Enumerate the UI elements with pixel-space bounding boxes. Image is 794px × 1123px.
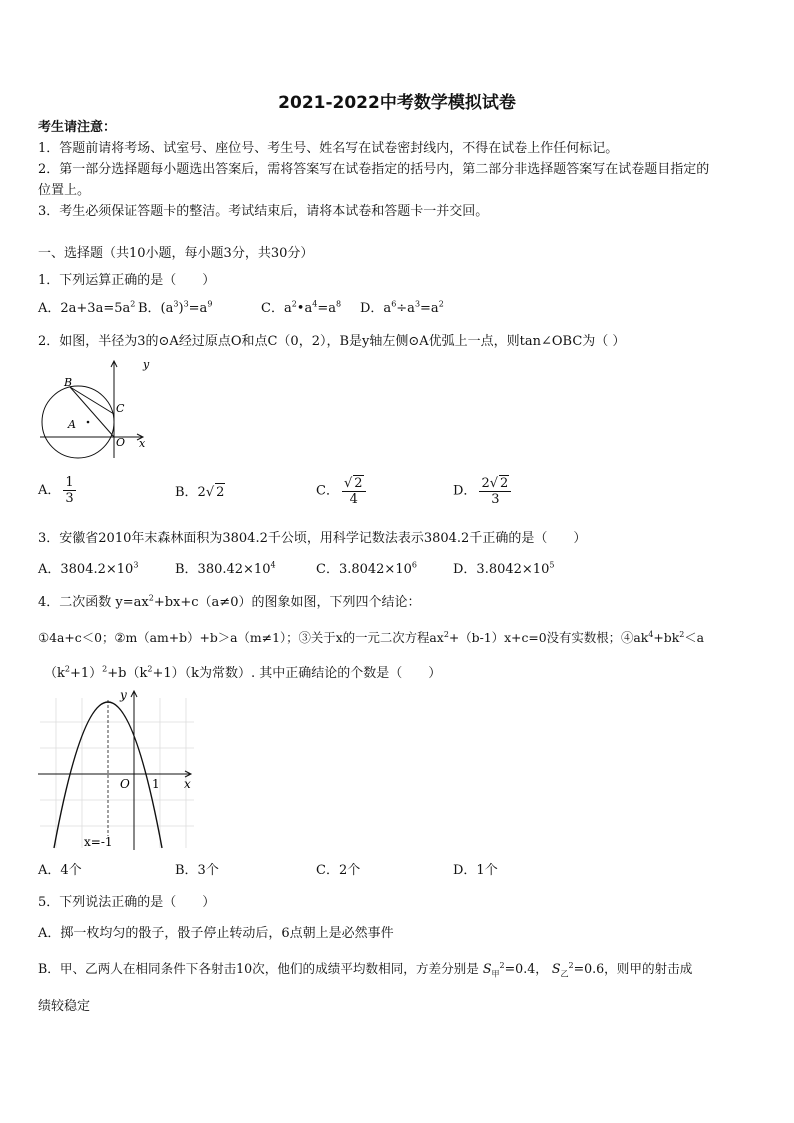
q1-stem: 1．下列运算正确的是（ ） <box>38 273 216 288</box>
q1-option-a: A．$2a+3a=5a^2$ <box>38 299 136 316</box>
q2-circle-figure <box>38 358 158 460</box>
q5-option-b: B．甲、乙两人在相同条件下各射击10次，他们的成绩平均数相同，方差分别是 $S_甲^2=0.4$， $S_乙^2=0.6$，则甲的射击成 <box>38 960 693 979</box>
q5-option-a: A．掷一枚均匀的骰子，骰子停止转动后，6点朝上是必然事件 <box>38 926 394 941</box>
q4-conclusions: ①4a+c＜0；②m（am+b）+b＞a（m≠1）；③关于x的一元二次方程$ax^2+(b-1)x+c=0$没有实数根；$④ak^4+bk^2<a$ <box>38 629 705 645</box>
q4-option-d: D．1个 <box>453 863 498 878</box>
q1-option-b: B．$(a^3)^3=a^9$ <box>138 299 213 316</box>
q4-conclusions-cont: $(k^2+1)^2+b(k^2+1)(k$为常数）. 其中正确结论的个数是（ ） <box>44 664 442 681</box>
q2-stem: 2．如图，半径为3的⊙A经过原点O和点C（0，2），B是y轴左侧⊙A优弧上一点，则tan∠OBC为（ ） <box>38 334 626 349</box>
chord-bo <box>70 387 114 437</box>
notice-item-2: 2．第一部分选择题每小题选出答案后，需将答案写在试卷指定的括号内，第二部分非选择题答案写在试卷题目指定的 <box>38 162 710 177</box>
o-label: O <box>116 436 126 449</box>
x-label: x <box>139 437 146 450</box>
o-label: O <box>120 777 130 791</box>
a-label: A <box>68 418 76 431</box>
q3-option-b: B．$380.42\times 10^4$ <box>175 560 276 577</box>
q3-option-d: D．$3.8042\times 10^5$ <box>453 560 555 577</box>
notice-item-1: 1．答题前请将考场、试室号、座位号、考生号、姓名写在试卷密封线内，不得在试卷上作任何标记。 <box>38 141 619 156</box>
q4-stem: 4．二次函数 $y=ax^2+bx+c(a\ne 0)$的图象如图，下列四个结论： <box>38 593 421 610</box>
b-label: B <box>64 376 73 389</box>
q3-option-a: A．$3804.2\times 10^3$ <box>38 560 139 577</box>
q1-option-c: C．$a^2•a^4=a^8$ <box>261 299 342 316</box>
q5-stem: 5．下列说法正确的是（ ） <box>38 895 216 910</box>
notice-item-2-cont: 位置上。 <box>38 183 91 198</box>
q1-option-d: D．$a^6\div a^3=a^2$ <box>360 299 444 316</box>
one-label: 1 <box>152 777 160 791</box>
q4-option-c: C．2个 <box>316 863 361 878</box>
notice-item-3: 3．考生必须保证答题卡的整洁。考试结束后，请将本试卷和答题卡一并交回。 <box>38 204 489 219</box>
center-point <box>87 421 90 424</box>
q4-option-b: B．3个 <box>175 863 219 878</box>
q2-option-a: A． $\frac{1}{3}$ <box>38 475 74 506</box>
q3-option-c: C．$3.8042\times 10^6$ <box>316 560 417 577</box>
y-label: y <box>120 688 127 702</box>
q3-stem: 3．安徽省2010年末森林面积为3804.2千公顷，用科学记数法表示3804.2千正确的是（ ） <box>38 531 587 546</box>
q2-option-c: C． $\frac{√ 2}{4}$ <box>316 475 366 507</box>
section-heading: 一、选择题（共10小题，每小题3分，共30分） <box>38 246 314 261</box>
page-title: 2021-2022中考数学模拟试卷 <box>278 93 516 113</box>
q4-option-a: A．4个 <box>38 863 82 878</box>
q2-option-b: B．2√ 2 <box>175 485 225 500</box>
q2-option-d: D． $\frac{2√ 2}{3}$ <box>453 475 511 507</box>
q5-option-b-cont: 绩较稳定 <box>38 999 91 1014</box>
symmetry-axis-label: x=-1 <box>84 835 113 849</box>
y-label: y <box>143 358 150 371</box>
notice-heading: 考生请注意： <box>38 120 117 135</box>
q4-parabola-figure <box>36 686 198 852</box>
x-label: x <box>184 777 191 791</box>
c-label: C <box>116 402 125 415</box>
